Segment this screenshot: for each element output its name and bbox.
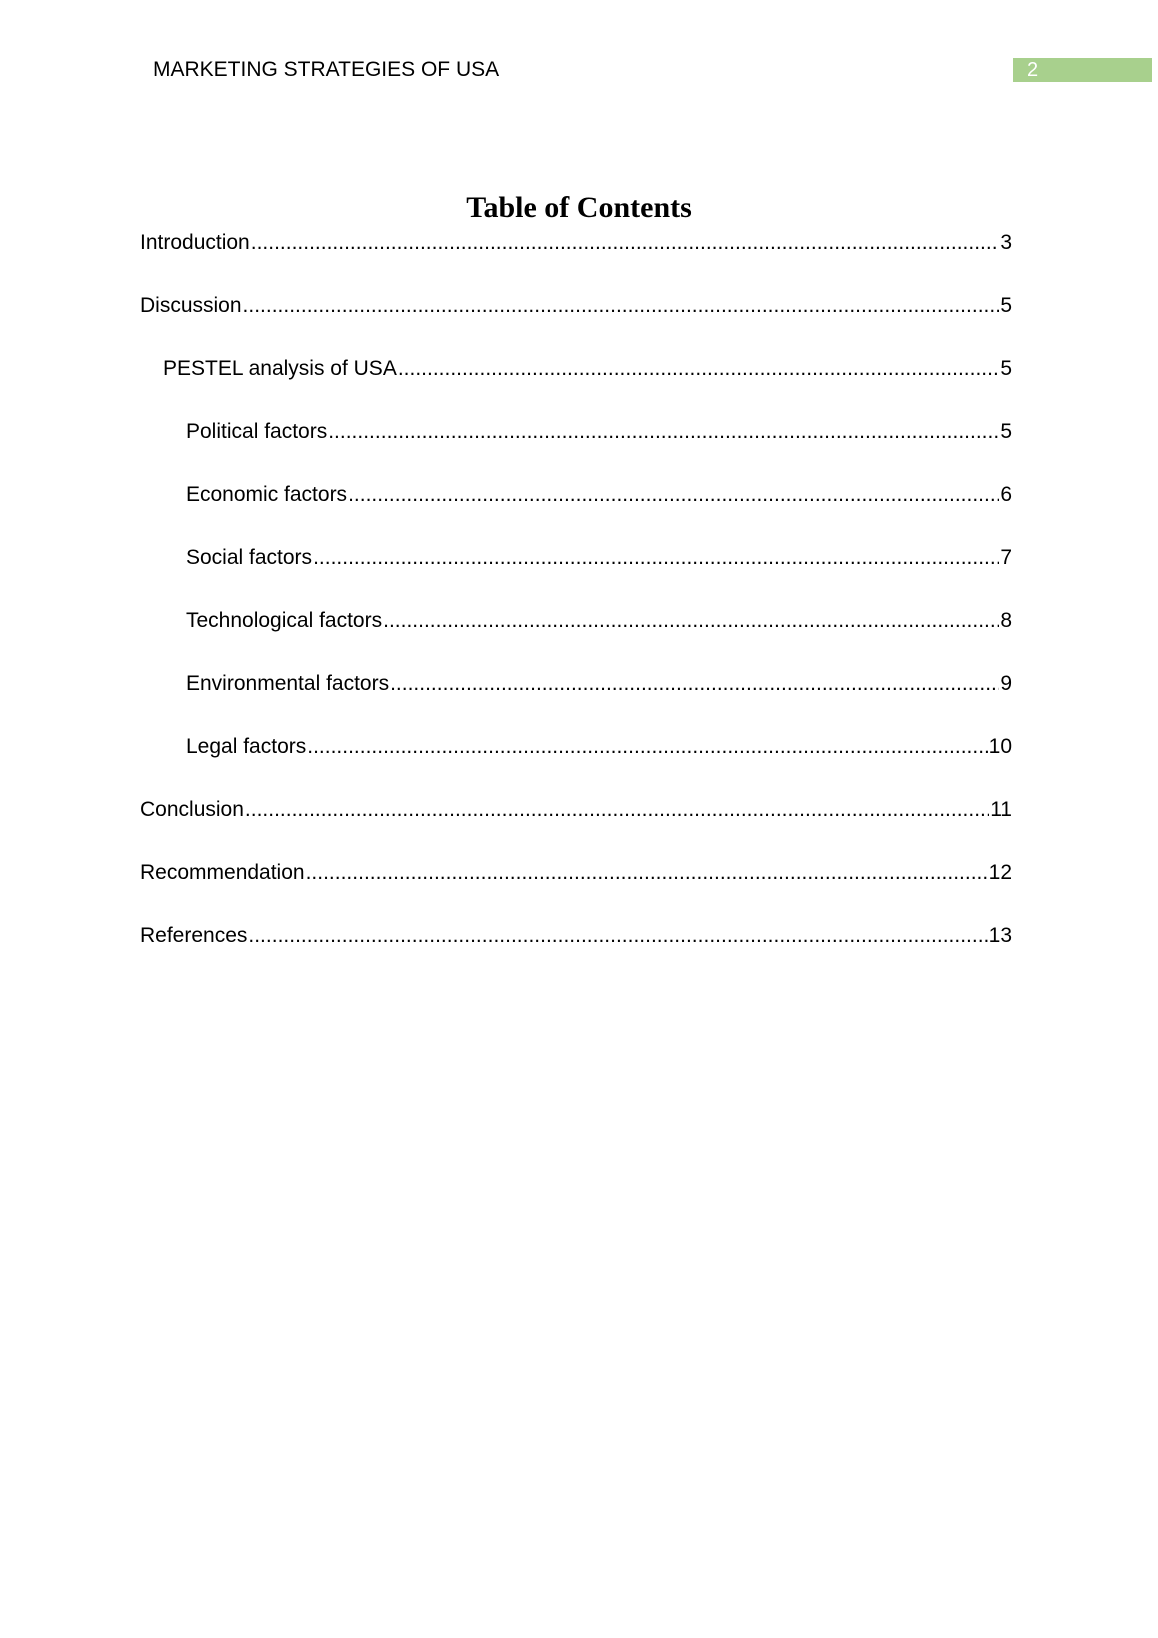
toc-entry-label: Economic factors [186, 480, 348, 510]
toc-entry-label: References [140, 921, 248, 951]
toc-dot-leader [328, 417, 999, 447]
toc-entry-label: Recommendation [140, 858, 306, 888]
toc-entry-page: 13 [988, 924, 1012, 947]
toc-dot-leader [245, 795, 989, 825]
toc-entry-political-factors[interactable] [140, 417, 1012, 480]
toc-entry-discussion[interactable] [140, 291, 1012, 354]
toc-entry-technological-factors[interactable] [140, 606, 1012, 669]
toc-entry-environmental-factors[interactable] [140, 669, 1012, 732]
toc-dot-leader [251, 228, 1000, 258]
toc-entry-pestel-analysis[interactable] [140, 354, 1012, 417]
toc-entry-page: 3 [1000, 231, 1012, 254]
toc-entry-legal-factors[interactable] [140, 732, 1012, 795]
toc-dot-leader [313, 543, 999, 573]
toc-entry-label: Technological factors [186, 606, 383, 636]
toc-entry-label: Discussion [140, 291, 243, 321]
toc-entry-page: 10 [988, 735, 1012, 758]
toc-entry-label: Social factors [186, 543, 313, 573]
toc-entry-page: 7 [1000, 546, 1012, 569]
toc-entry-conclusion[interactable] [140, 795, 1012, 858]
toc-entry-introduction[interactable] [140, 228, 1012, 291]
toc-entry-recommendation[interactable] [140, 858, 1012, 921]
toc-entry-page: 11 [990, 798, 1012, 821]
toc-entry-label: Conclusion [140, 795, 245, 825]
table-of-contents [140, 228, 1012, 984]
toc-dot-leader [248, 921, 987, 951]
toc-dot-leader [306, 858, 988, 888]
toc-dot-leader [390, 669, 999, 699]
toc-entry-label: PESTEL analysis of USA [163, 354, 398, 384]
toc-entry-page: 9 [1000, 672, 1012, 695]
running-header-title: MARKETING STRATEGIES OF USA [153, 58, 500, 81]
toc-entry-label: Environmental factors [186, 669, 390, 699]
toc-dot-leader [383, 606, 999, 636]
toc-dot-leader [243, 291, 1000, 321]
page-number: 2 [1027, 59, 1039, 81]
toc-heading: Table of Contents [466, 191, 692, 224]
toc-dot-leader [348, 480, 999, 510]
toc-entry-page: 8 [1000, 609, 1012, 632]
toc-entry-page: 5 [1000, 357, 1012, 380]
toc-dot-leader [398, 354, 999, 384]
toc-entry-page: 6 [1000, 483, 1012, 506]
toc-entry-page: 12 [988, 861, 1012, 884]
toc-entry-label: Political factors [186, 417, 328, 447]
toc-dot-leader [307, 732, 987, 762]
toc-entry-label: Introduction [140, 228, 251, 258]
toc-entry-references[interactable] [140, 921, 1012, 984]
toc-entry-page: 5 [1000, 294, 1012, 317]
toc-entry-page: 5 [1000, 420, 1012, 443]
toc-entry-social-factors[interactable] [140, 543, 1012, 606]
toc-entry-economic-factors[interactable] [140, 480, 1012, 543]
toc-entry-label: Legal factors [186, 732, 307, 762]
page-number-badge [1013, 58, 1152, 82]
